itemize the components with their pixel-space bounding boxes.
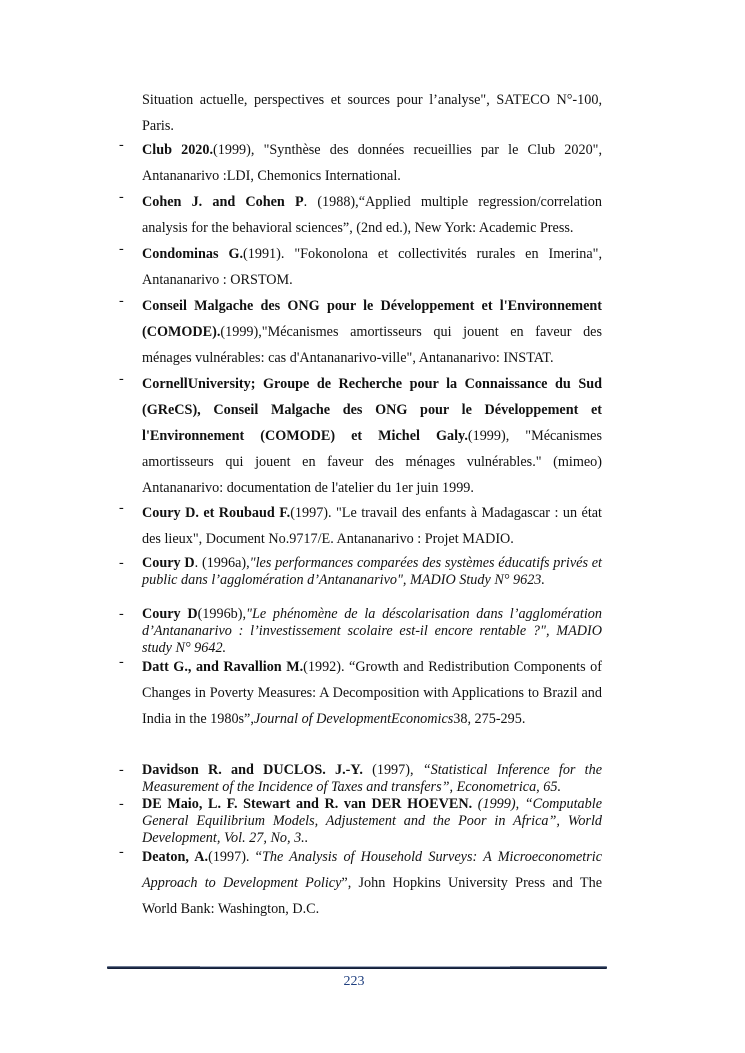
reference-author: Club 2020. bbox=[142, 142, 214, 158]
reference-davidson-duclos bbox=[119, 762, 602, 796]
page-number: 223 bbox=[343, 974, 365, 989]
reference-cornell bbox=[119, 371, 602, 501]
reference-author: Davidson R. and DUCLOS. J.-Y. bbox=[142, 762, 363, 778]
reference-author: Coury D bbox=[142, 606, 198, 622]
reference-author: CornellUniversity; Groupe de Recherche pour la Connaissance du Sud (GReCS), Conseil Malgache des ONG pour le Développement et l'Environnement (COMODE) et Michel Galy. bbox=[142, 376, 602, 444]
reference-text: (1992). “Growth and Redistribution Components of Changes in Poverty Measures: A Decomposition with Applications to Brazil and India in the 1980s”, bbox=[142, 659, 602, 727]
reference-author: Coury D. et Roubaud F. bbox=[142, 505, 291, 521]
reference-text: Situation actuelle, perspectives et sources pour l’analyse", SATECO N°-100, Paris. bbox=[142, 92, 602, 134]
reference-title: “Statistical Inference for the Measurement of the Incidence of Taxes and transfers”, Econometrica, 65. bbox=[142, 762, 602, 795]
reference-comode bbox=[119, 293, 602, 371]
list-bullet: - bbox=[119, 189, 124, 205]
reference-deaton bbox=[119, 844, 602, 922]
reference-year: (1996b), bbox=[197, 606, 247, 622]
list-bullet: - bbox=[119, 762, 124, 778]
reference-condominas bbox=[119, 241, 602, 293]
reference-text: (1991). "Fokonolona et collectivités rurales en Imerina", Antananarivo : ORSTOM. bbox=[142, 246, 602, 288]
reference-text: (1999), "Mécanismes amortisseurs qui jouent en faveur des ménages vulnérables." (mimeo) Antananarivo: documentation de l'atelier du 1er juin 1999. bbox=[142, 428, 602, 496]
reference-year: (1997), bbox=[362, 762, 423, 778]
reference-author: Coury D bbox=[142, 555, 195, 571]
reference-year: (1997). “ bbox=[208, 849, 262, 865]
list-bullet: - bbox=[119, 500, 124, 516]
reference-journal: Journal of DevelopmentEconomics bbox=[253, 711, 454, 727]
reference-text: . (1988),“Applied multiple regression/correlation analysis for the behavioral sciences”, (2nd ed.), New York: Academic Press. bbox=[142, 194, 602, 236]
list-bullet: - bbox=[119, 844, 124, 860]
reference-coury-roubaud bbox=[119, 500, 602, 552]
footer-divider-highlight bbox=[200, 966, 510, 967]
list-bullet: - bbox=[119, 606, 124, 622]
reference-title: "Le phénomène de la déscolarisation dans l’agglomération d’Antananarivo : l’investissement scolaire est-il encore rentable ?", MADIO study N° 9642. bbox=[142, 606, 602, 656]
reference-title: "les performances comparées des systèmes éducatifs privés et public dans l’agglomération d’Antananarivo", MADIO Study N° 9623. bbox=[142, 555, 602, 588]
reference-datt-ravallion bbox=[119, 654, 602, 732]
reference-cohen bbox=[119, 189, 602, 241]
reference-title: (1999), “Computable General Equilibrium Models, Adjustement and the Poor in Africa”, World Development, Vol. 27, No, 3.. bbox=[142, 796, 602, 846]
reference-title: The Analysis of Household Surveys: A Microeconometric Approach to Development Policy bbox=[142, 849, 602, 891]
reference-publisher: ”, John Hopkins University Press and The World Bank: Washington, D.C. bbox=[142, 875, 602, 917]
list-bullet: - bbox=[119, 241, 124, 257]
reference-author: DE Maio, L. F. Stewart and R. van DER HOEVEN. bbox=[142, 796, 473, 812]
reference-pages: 38, 275-295. bbox=[453, 711, 526, 727]
reference-text: (1999), "Synthèse des données recueillies par le Club 2020", Antananarivo :LDI, Chemonics International. bbox=[142, 142, 603, 184]
reference-author: Cohen J. and Cohen P bbox=[142, 194, 304, 210]
reference-text: (1999),"Mécanismes amortisseurs qui jouent en faveur des ménages vulnérables: cas d'Antananarivo-ville", Antananarivo: INSTAT. bbox=[142, 324, 602, 366]
reference-club-2020 bbox=[119, 137, 602, 189]
list-bullet: - bbox=[119, 654, 124, 670]
reference-author: Datt G., and Ravallion M. bbox=[142, 659, 304, 675]
reference-coury-1996a bbox=[119, 555, 602, 589]
list-bullet: - bbox=[119, 555, 124, 571]
reference-author: Deaton, A. bbox=[142, 849, 209, 865]
list-bullet: - bbox=[119, 796, 124, 812]
reference-de-maio bbox=[119, 796, 602, 847]
reference-author: Conseil Malgache des ONG pour le Développement et l'Environnement (COMODE). bbox=[142, 298, 602, 340]
reference-author: Condominas G. bbox=[142, 246, 244, 262]
reference-coury-1996b bbox=[119, 606, 602, 657]
reference-text: (1997). "Le travail des enfants à Madagascar : un état des lieux", Document No.9717/E. Antananarivo : Projet MADIO. bbox=[142, 505, 603, 547]
reference-continuation bbox=[119, 87, 602, 139]
list-bullet: - bbox=[119, 137, 124, 153]
reference-year: . (1996a), bbox=[194, 555, 250, 571]
list-bullet: - bbox=[119, 293, 124, 309]
list-bullet: - bbox=[119, 371, 124, 387]
